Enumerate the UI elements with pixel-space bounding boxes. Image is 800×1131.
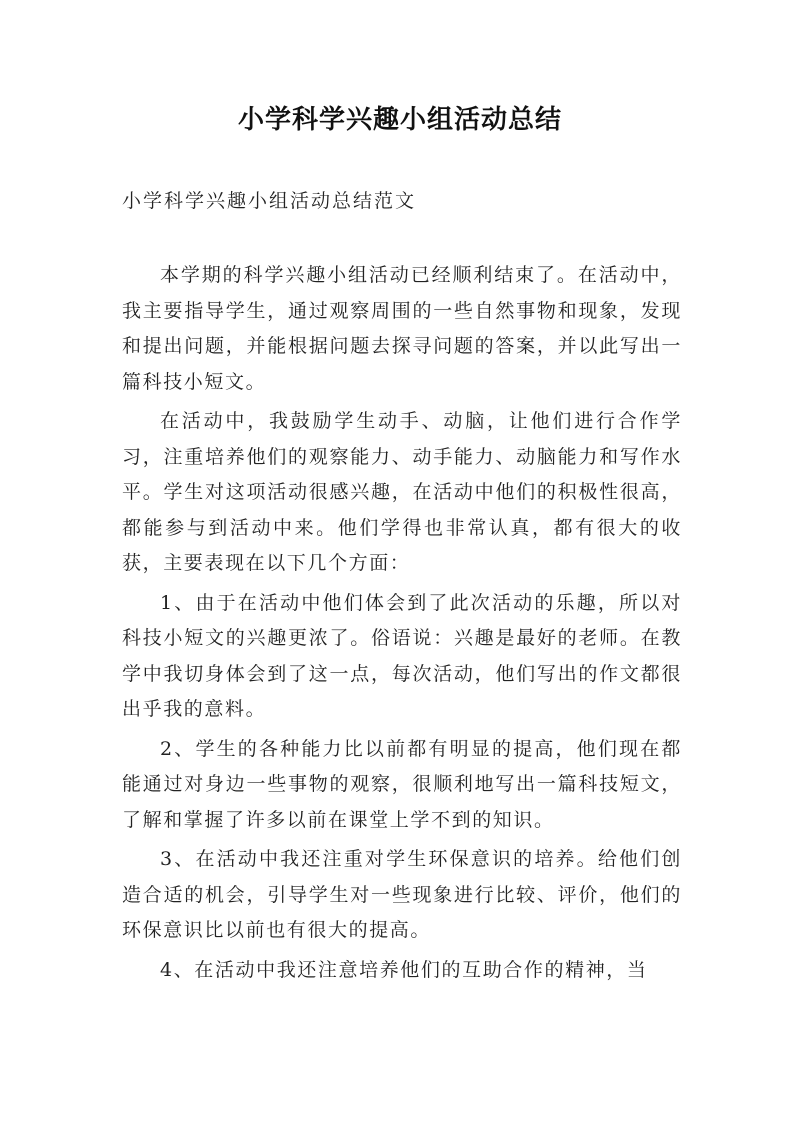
paragraph-point-4: 4、在活动中我还注意培养他们的互助合作的精神，当 (160, 958, 648, 981)
document-subtitle: 小学科学兴趣小组活动总结范文 (122, 190, 417, 212)
paragraph-point-2: 2、学生的各种能力比以前都有明显的提高，他们现在都能通过对身边一些事物的观察，很顺利地写出一篇科技短文，了解和掌握了许多以前在课堂上学不到的知识。 (122, 737, 682, 831)
document-title: 小学科学兴趣小组活动总结 (237, 105, 562, 135)
paragraph-activity: 在活动中，我鼓励学生动手、动脑，让他们进行合作学习，注重培养他们的观察能力、动手能力、动脑能力和写作水平。学生对这项活动很感兴趣，在活动中他们的积极性很高，都能参与到活动中来。他们学得也非常认真，都有很大的收获，主要表现在以下几个方面： (122, 410, 682, 574)
paragraph-point-3: 3、在活动中我还注重对学生环保意识的培养。给他们创造合适的机会，引导学生对一些现象进行比较、评价，他们的环保意识比以前也有很大的提高。 (122, 848, 682, 941)
paragraph-intro: 本学期的科学兴趣小组活动已经顺利结束了。在活动中，我主要指导学生，通过观察周围的一些自然事物和现象，发现和提出问题，并能根据问题去探寻问题的答案，并以此写出一篇科技小短文。 (122, 264, 682, 393)
document-body (122, 258, 682, 992)
paragraph-point-1: 1、由于在活动中他们体会到了此次活动的乐趣，所以对科技小短文的兴趣更浓了。俗语说：兴趣是最好的老师。在教学中我切身体会到了这一点，每次活动，他们写出的作文都很出乎我的意料。 (122, 591, 682, 720)
